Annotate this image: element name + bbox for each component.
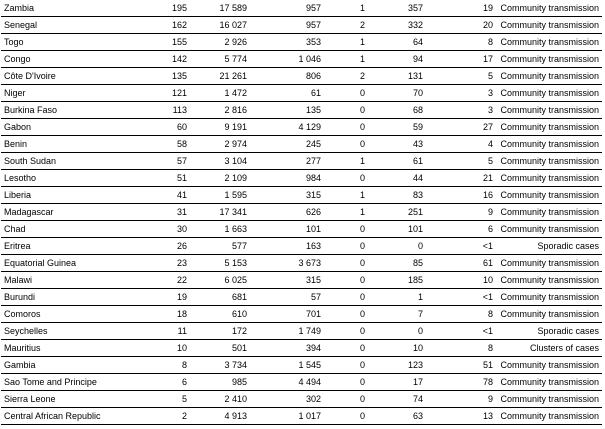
cell-new-cases: 135 <box>125 68 189 85</box>
cell-transmission-classification: Community transmission <box>495 153 602 170</box>
cell-total-cases: 501 <box>189 340 249 357</box>
cell-new-deaths: 0 <box>323 119 367 136</box>
cell-total-cases: 3 734 <box>189 357 249 374</box>
cell-total-deaths: 0 <box>367 238 425 255</box>
cell-new-cases: 6 <box>125 374 189 391</box>
cell-new-deaths: 0 <box>323 85 367 102</box>
cell-country-name: Zambia <box>1 0 125 17</box>
cell-country-name: Equatorial Guinea <box>1 255 125 272</box>
table-row <box>1 408 602 425</box>
cell-transmission-classification: Sporadic cases <box>495 238 602 255</box>
cell-new-deaths: 1 <box>323 34 367 51</box>
cell-country-name: Sao Tome and Principe <box>1 374 125 391</box>
cell-new-cases: 31 <box>125 204 189 221</box>
cell-new-cases: 142 <box>125 51 189 68</box>
cell-transmission-classification: Community transmission <box>495 204 602 221</box>
cell-cases-per-million: 957 <box>249 17 323 34</box>
cell-cases-per-million: 163 <box>249 238 323 255</box>
cell-new-cases: 22 <box>125 272 189 289</box>
cell-total-deaths: 17 <box>367 374 425 391</box>
cell-deaths-per-million: 10 <box>425 272 495 289</box>
cell-cases-per-million: 315 <box>249 272 323 289</box>
cell-cases-per-million: 57 <box>249 289 323 306</box>
cell-total-deaths: 131 <box>367 68 425 85</box>
cell-deaths-per-million: <1 <box>425 323 495 340</box>
table-row <box>1 204 602 221</box>
cell-cases-per-million: 1 749 <box>249 323 323 340</box>
cell-country-name: Lesotho <box>1 170 125 187</box>
table-row <box>1 323 602 340</box>
cell-deaths-per-million: 51 <box>425 357 495 374</box>
cell-total-deaths: 123 <box>367 357 425 374</box>
cell-cases-per-million: 277 <box>249 153 323 170</box>
table-row <box>1 221 602 238</box>
table-row <box>1 17 602 34</box>
table-row <box>1 374 602 391</box>
cell-total-deaths: 251 <box>367 204 425 221</box>
table-row <box>1 187 602 204</box>
table-row <box>1 357 602 374</box>
cell-cases-per-million: 626 <box>249 204 323 221</box>
cell-total-cases: 985 <box>189 374 249 391</box>
cell-total-cases: 2 410 <box>189 391 249 408</box>
cell-total-cases: 3 104 <box>189 153 249 170</box>
cell-cases-per-million: 806 <box>249 68 323 85</box>
cell-new-cases: 195 <box>125 0 189 17</box>
cell-total-deaths: 70 <box>367 85 425 102</box>
cell-country-name: South Sudan <box>1 153 125 170</box>
cell-transmission-classification: Community transmission <box>495 17 602 34</box>
cell-cases-per-million: 302 <box>249 391 323 408</box>
cell-new-deaths: 0 <box>323 323 367 340</box>
cell-total-cases: 21 261 <box>189 68 249 85</box>
cell-country-name: Niger <box>1 85 125 102</box>
cell-deaths-per-million: 16 <box>425 187 495 204</box>
cell-new-deaths: 1 <box>323 0 367 17</box>
cell-country-name: Chad <box>1 221 125 238</box>
cell-total-deaths: 1 <box>367 289 425 306</box>
cell-new-deaths: 0 <box>323 221 367 238</box>
cell-country-name: Togo <box>1 34 125 51</box>
cell-total-cases: 9 191 <box>189 119 249 136</box>
cell-transmission-classification: Community transmission <box>495 0 602 17</box>
cell-deaths-per-million: 9 <box>425 391 495 408</box>
table-row <box>1 238 602 255</box>
cell-new-deaths: 0 <box>323 289 367 306</box>
cell-new-deaths: 0 <box>323 374 367 391</box>
cell-transmission-classification: Community transmission <box>495 34 602 51</box>
table-row <box>1 306 602 323</box>
cell-new-cases: 8 <box>125 357 189 374</box>
cell-total-deaths: 68 <box>367 102 425 119</box>
cell-total-deaths: 74 <box>367 391 425 408</box>
cell-new-cases: 19 <box>125 289 189 306</box>
cell-country-name: Gabon <box>1 119 125 136</box>
cell-country-name: Eritrea <box>1 238 125 255</box>
cell-country-name: Malawi <box>1 272 125 289</box>
cell-total-deaths: 85 <box>367 255 425 272</box>
cell-new-deaths: 0 <box>323 340 367 357</box>
cell-deaths-per-million: 4 <box>425 136 495 153</box>
cell-country-name: Seychelles <box>1 323 125 340</box>
cell-total-cases: 5 153 <box>189 255 249 272</box>
cell-new-deaths: 0 <box>323 272 367 289</box>
cell-total-cases: 2 926 <box>189 34 249 51</box>
cell-total-cases: 577 <box>189 238 249 255</box>
cell-total-deaths: 101 <box>367 221 425 238</box>
table-row <box>1 51 602 68</box>
cell-total-deaths: 7 <box>367 306 425 323</box>
cell-deaths-per-million: 5 <box>425 68 495 85</box>
cell-country-name: Gambia <box>1 357 125 374</box>
cell-total-cases: 610 <box>189 306 249 323</box>
cell-country-name: Benin <box>1 136 125 153</box>
cell-transmission-classification: Community transmission <box>495 136 602 153</box>
cell-new-deaths: 1 <box>323 51 367 68</box>
cell-cases-per-million: 135 <box>249 102 323 119</box>
table-body <box>1 0 602 425</box>
cell-new-deaths: 0 <box>323 238 367 255</box>
cell-new-deaths: 0 <box>323 255 367 272</box>
cell-cases-per-million: 394 <box>249 340 323 357</box>
cell-new-cases: 23 <box>125 255 189 272</box>
cell-deaths-per-million: 8 <box>425 340 495 357</box>
cell-country-name: Mauritius <box>1 340 125 357</box>
cell-deaths-per-million: 9 <box>425 204 495 221</box>
cell-country-name: Comoros <box>1 306 125 323</box>
cell-deaths-per-million: 61 <box>425 255 495 272</box>
cell-new-deaths: 2 <box>323 68 367 85</box>
cell-deaths-per-million: 3 <box>425 85 495 102</box>
table-row <box>1 68 602 85</box>
cell-cases-per-million: 315 <box>249 187 323 204</box>
cell-new-deaths: 0 <box>323 306 367 323</box>
cell-new-cases: 11 <box>125 323 189 340</box>
cell-transmission-classification: Community transmission <box>495 51 602 68</box>
cell-transmission-classification: Community transmission <box>495 119 602 136</box>
cell-total-cases: 1 663 <box>189 221 249 238</box>
cell-deaths-per-million: 20 <box>425 17 495 34</box>
cell-cases-per-million: 101 <box>249 221 323 238</box>
cell-deaths-per-million: 78 <box>425 374 495 391</box>
cell-cases-per-million: 4 129 <box>249 119 323 136</box>
cell-new-deaths: 0 <box>323 170 367 187</box>
table-row <box>1 272 602 289</box>
cell-new-cases: 2 <box>125 408 189 425</box>
cell-deaths-per-million: 21 <box>425 170 495 187</box>
table-row <box>1 391 602 408</box>
cell-transmission-classification: Community transmission <box>495 391 602 408</box>
table-row <box>1 289 602 306</box>
cell-total-deaths: 332 <box>367 17 425 34</box>
cell-deaths-per-million: 3 <box>425 102 495 119</box>
cell-new-deaths: 0 <box>323 136 367 153</box>
cell-transmission-classification: Community transmission <box>495 85 602 102</box>
cell-total-cases: 16 027 <box>189 17 249 34</box>
cell-deaths-per-million: 13 <box>425 408 495 425</box>
cell-transmission-classification: Community transmission <box>495 187 602 204</box>
cell-cases-per-million: 245 <box>249 136 323 153</box>
table-row <box>1 102 602 119</box>
cell-total-deaths: 94 <box>367 51 425 68</box>
cell-total-deaths: 357 <box>367 0 425 17</box>
cell-total-cases: 4 913 <box>189 408 249 425</box>
cell-total-cases: 2 974 <box>189 136 249 153</box>
cell-new-deaths: 1 <box>323 187 367 204</box>
cell-country-name: Congo <box>1 51 125 68</box>
cell-new-cases: 18 <box>125 306 189 323</box>
cell-transmission-classification: Community transmission <box>495 68 602 85</box>
table-row <box>1 153 602 170</box>
table-row <box>1 119 602 136</box>
cell-cases-per-million: 353 <box>249 34 323 51</box>
cell-deaths-per-million: 8 <box>425 306 495 323</box>
cell-total-deaths: 64 <box>367 34 425 51</box>
cell-total-deaths: 61 <box>367 153 425 170</box>
cell-country-name: Burkina Faso <box>1 102 125 119</box>
cell-transmission-classification: Community transmission <box>495 272 602 289</box>
cell-total-cases: 172 <box>189 323 249 340</box>
cell-total-cases: 1 595 <box>189 187 249 204</box>
cell-deaths-per-million: 8 <box>425 34 495 51</box>
cell-total-cases: 5 774 <box>189 51 249 68</box>
table-row <box>1 340 602 357</box>
cell-transmission-classification: Community transmission <box>495 357 602 374</box>
cell-total-deaths: 59 <box>367 119 425 136</box>
cell-new-deaths: 2 <box>323 17 367 34</box>
cell-total-cases: 2 109 <box>189 170 249 187</box>
cell-total-deaths: 43 <box>367 136 425 153</box>
table-row <box>1 136 602 153</box>
cell-total-deaths: 0 <box>367 323 425 340</box>
cell-new-cases: 51 <box>125 170 189 187</box>
cell-new-cases: 5 <box>125 391 189 408</box>
cell-new-cases: 60 <box>125 119 189 136</box>
cell-cases-per-million: 984 <box>249 170 323 187</box>
cell-total-cases: 1 472 <box>189 85 249 102</box>
cell-cases-per-million: 957 <box>249 0 323 17</box>
cell-cases-per-million: 61 <box>249 85 323 102</box>
table-row <box>1 255 602 272</box>
cell-deaths-per-million: 17 <box>425 51 495 68</box>
cell-country-name: Senegal <box>1 17 125 34</box>
cell-country-name: Liberia <box>1 187 125 204</box>
cell-deaths-per-million: <1 <box>425 238 495 255</box>
cell-total-deaths: 10 <box>367 340 425 357</box>
cell-new-cases: 155 <box>125 34 189 51</box>
cell-total-deaths: 63 <box>367 408 425 425</box>
cell-country-name: Burundi <box>1 289 125 306</box>
cell-new-cases: 121 <box>125 85 189 102</box>
table-row <box>1 170 602 187</box>
cell-deaths-per-million: 5 <box>425 153 495 170</box>
cell-cases-per-million: 701 <box>249 306 323 323</box>
cell-total-deaths: 83 <box>367 187 425 204</box>
cell-transmission-classification: Community transmission <box>495 255 602 272</box>
cell-deaths-per-million: 19 <box>425 0 495 17</box>
cell-cases-per-million: 3 673 <box>249 255 323 272</box>
cell-cases-per-million: 4 494 <box>249 374 323 391</box>
cell-total-cases: 6 025 <box>189 272 249 289</box>
cell-transmission-classification: Sporadic cases <box>495 323 602 340</box>
cell-transmission-classification: Community transmission <box>495 221 602 238</box>
cell-transmission-classification: Clusters of cases <box>495 340 602 357</box>
table-row <box>1 34 602 51</box>
cell-new-deaths: 1 <box>323 204 367 221</box>
cell-cases-per-million: 1 046 <box>249 51 323 68</box>
cell-total-deaths: 44 <box>367 170 425 187</box>
cell-transmission-classification: Community transmission <box>495 374 602 391</box>
cell-total-cases: 17 589 <box>189 0 249 17</box>
cell-total-cases: 17 341 <box>189 204 249 221</box>
cell-new-deaths: 1 <box>323 153 367 170</box>
cell-total-cases: 681 <box>189 289 249 306</box>
cell-deaths-per-million: 6 <box>425 221 495 238</box>
cell-cases-per-million: 1 017 <box>249 408 323 425</box>
cell-new-cases: 41 <box>125 187 189 204</box>
cell-deaths-per-million: 27 <box>425 119 495 136</box>
cell-new-cases: 57 <box>125 153 189 170</box>
cell-new-cases: 10 <box>125 340 189 357</box>
cell-new-deaths: 0 <box>323 391 367 408</box>
cell-country-name: Central African Republic <box>1 408 125 425</box>
cell-country-name: Madagascar <box>1 204 125 221</box>
table-row <box>1 0 602 17</box>
cell-transmission-classification: Community transmission <box>495 408 602 425</box>
cell-transmission-classification: Community transmission <box>495 170 602 187</box>
cell-new-cases: 26 <box>125 238 189 255</box>
cell-new-cases: 113 <box>125 102 189 119</box>
cell-country-name: Côte D'Ivoire <box>1 68 125 85</box>
cell-transmission-classification: Community transmission <box>495 289 602 306</box>
cell-new-deaths: 0 <box>323 408 367 425</box>
cell-new-deaths: 0 <box>323 357 367 374</box>
table-row <box>1 85 602 102</box>
cell-new-cases: 162 <box>125 17 189 34</box>
cell-transmission-classification: Community transmission <box>495 102 602 119</box>
cell-deaths-per-million: <1 <box>425 289 495 306</box>
cell-country-name: Sierra Leone <box>1 391 125 408</box>
cell-new-cases: 58 <box>125 136 189 153</box>
cell-total-deaths: 185 <box>367 272 425 289</box>
cell-total-cases: 2 816 <box>189 102 249 119</box>
cell-cases-per-million: 1 545 <box>249 357 323 374</box>
covid-country-table <box>1 0 602 425</box>
cell-transmission-classification: Community transmission <box>495 306 602 323</box>
cell-new-deaths: 0 <box>323 102 367 119</box>
cell-new-cases: 30 <box>125 221 189 238</box>
